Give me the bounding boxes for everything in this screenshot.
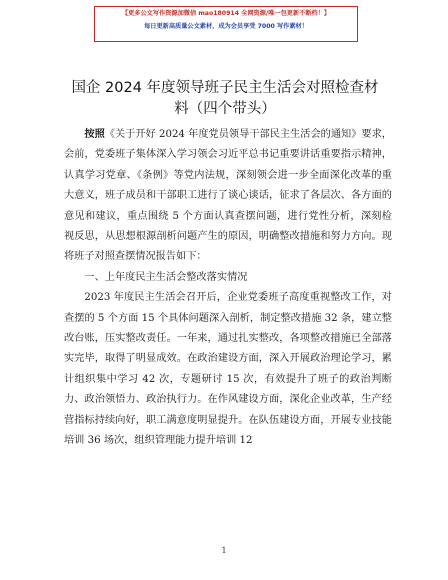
document-body <box>64 124 392 452</box>
page-number: 1 <box>221 546 227 555</box>
intro-paragraph <box>64 124 392 268</box>
intro-bold-lead: 按照 <box>84 128 105 140</box>
body-paragraph: 2023 年度民主生活会召开后，企业党委班子高度重视整改工作，对查摆的 5 个方面 15 个具体问题深入剖析，制定整改措施 32 条，建立整改台账，压实整改责任。一年来，通过扎实整改，各项整改措施已全部落实完毕，取得了明显成效。在政治建设方面，深入开展政治理论学习，累计组织集中学习 42 次，专题研讨 15 次，有效提升了班子的政治判断力、政治领悟力、政治执行力。在作风建设方面，深化企业改革，生产经营指标持续向好，职工满意度明显提升。在队伍建设方面，开展专业技能培训 36 场次，组织管理能力提升培训 12 <box>64 292 392 447</box>
banner-line-2: 每日更新高质量公文素材，成为会员享受 7000 写作素材！ <box>144 23 308 30</box>
intro-text: 《关于开好 2024 年度党员领导干部民主生活会的通知》要求，会前，党委班子集体深入学习领会习近平总书记重要讲话重要指示精神，认真学习党章、《条例》等党内法规，深刻领会进一步全面深化改革的重大意义，班子成员和干部职工进行了谈心谈话，征求了各层次、各方面的意见和建议，重点围绕 5 个方面认真查摆问题，进行党性分析，深刻检视反思，从思想根源剖析问题产生的原因，明确整改措施和努力方向。现将班子对照查摆情况报告如下： <box>64 129 392 263</box>
section-heading: 一、上年度民主生活会整改落实情况 <box>84 271 248 283</box>
banner-line-1: 【更多公文写作资源加微信 mao180914 全网资源/唯一包更新不断档！】 <box>121 10 331 17</box>
document-title: 国企 2024 年度领导班子民主生活会对照检查材料（四个带头） <box>71 80 379 117</box>
promo-banner <box>94 6 358 42</box>
